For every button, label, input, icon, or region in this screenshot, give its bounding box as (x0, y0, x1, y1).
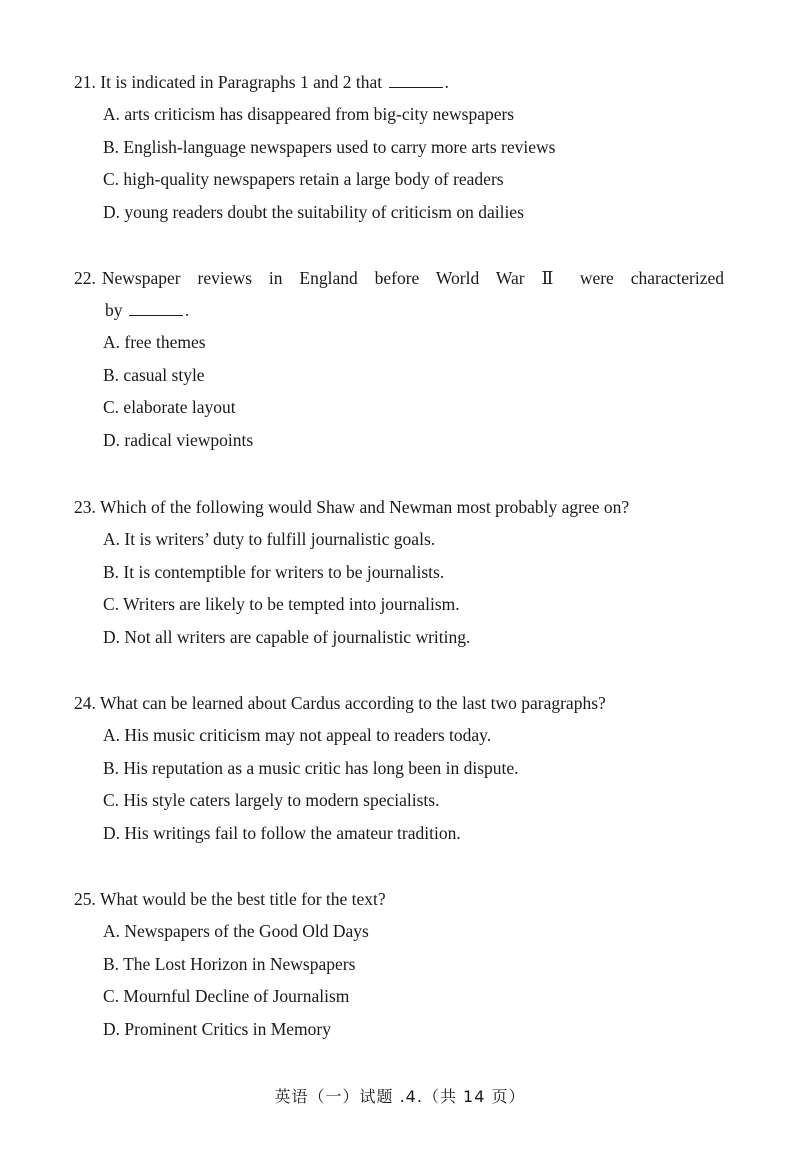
question-stem (74, 66, 724, 98)
option-c: C. elaborate layout (103, 397, 236, 418)
options-list (74, 915, 724, 1046)
page-footer: 英语（一）试题 .4.（共 14 页） (274, 1087, 526, 1106)
question-number: 21. (74, 72, 96, 92)
question-text-cont: by (105, 300, 123, 320)
question-number: 24. (74, 693, 96, 713)
option-a: A. Newspapers of the Good Old Days (103, 921, 369, 941)
answer-blank (389, 71, 443, 88)
option-d: D. Not all writers are capable of journalistic writing. (103, 627, 471, 648)
option-a: A. arts criticism has disappeared from big-city newspapers (103, 104, 515, 124)
question-stem (74, 491, 724, 523)
option-d: D. young readers doubt the suitability of criticism on dailies (103, 202, 524, 223)
option-b: B. casual style (103, 364, 205, 385)
question-stem (74, 687, 724, 719)
option-a: A. His music criticism may not appeal to readers today. (103, 725, 492, 745)
option-d: D. Prominent Critics in Memory (103, 1019, 331, 1040)
question-text-end: . (184, 300, 190, 320)
options-list (74, 326, 724, 457)
question-stem (74, 262, 724, 326)
option-c: C. His style caters largely to modern specialists. (103, 790, 440, 811)
question-number: 25. (74, 889, 96, 909)
option-b: B. His reputation as a music critic has long been in dispute. (103, 757, 519, 778)
options-list (74, 98, 724, 229)
question-text: What can be learned about Cardus according to the last two paragraphs? (99, 693, 606, 713)
options-list (74, 719, 724, 850)
option-a: A. It is writers’ duty to fulfill journalistic goals. (103, 529, 436, 549)
question-21 (74, 66, 724, 229)
question-text: Which of the following would Shaw and Newman most probably agree on? (99, 497, 630, 517)
question-number: 22. (74, 268, 96, 288)
options-list (74, 523, 724, 654)
question-text-end: . (444, 72, 449, 92)
question-text: What would be the best title for the text? (99, 889, 386, 909)
question-number: 23. (74, 497, 96, 517)
question-24 (74, 687, 724, 850)
question-23 (74, 491, 724, 654)
question-22 (74, 262, 724, 457)
option-c: C. Writers are likely to be tempted into journalism. (103, 594, 460, 615)
option-d: D. radical viewpoints (103, 430, 254, 451)
option-c: C. Mournful Decline of Journalism (103, 986, 350, 1007)
question-stem (74, 883, 724, 915)
question-text: It is indicated in Paragraphs 1 and 2 that (100, 72, 383, 92)
answer-blank (129, 299, 183, 316)
option-b: B. It is contemptible for writers to be journalists. (103, 561, 445, 582)
option-b: B. English-language newspapers used to carry more arts reviews (103, 136, 556, 157)
option-b: B. The Lost Horizon in Newspapers (103, 953, 356, 974)
question-text: Newspaper reviews in England before World War Ⅱ were characterized (101, 268, 724, 288)
option-d: D. His writings fail to follow the amateur tradition. (103, 823, 461, 844)
option-c: C. high-quality newspapers retain a large body of readers (103, 169, 504, 190)
question-25 (74, 883, 724, 1046)
option-a: A. free themes (103, 332, 206, 352)
